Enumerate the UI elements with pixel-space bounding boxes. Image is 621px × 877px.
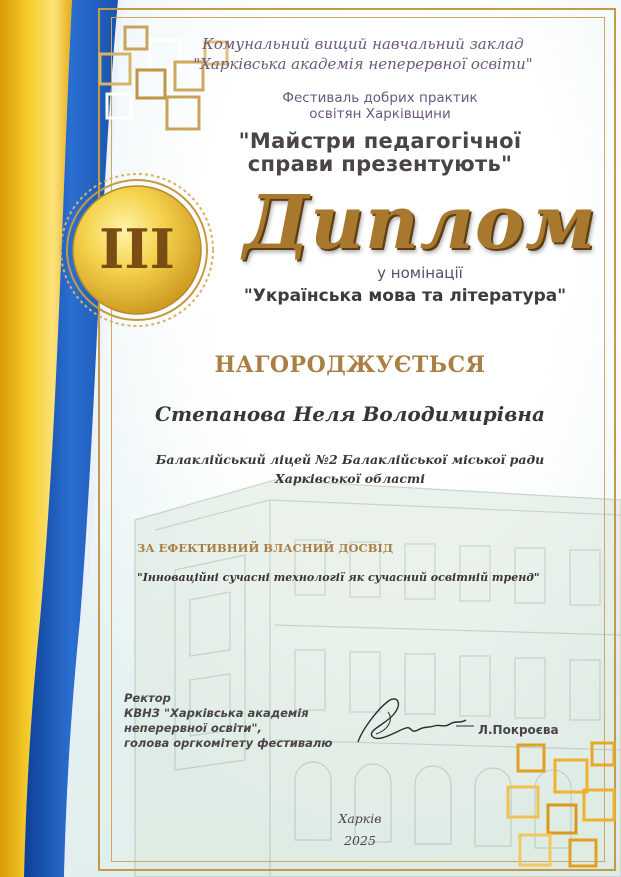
handwritten-signature xyxy=(348,690,478,750)
recipient-name: Степанова Неля Володимирівна xyxy=(155,402,545,426)
signatory-line-1: Ректор xyxy=(124,691,171,705)
signatory-line-2: КВНЗ "Харківська академія xyxy=(124,706,309,720)
footer-year: 2025 xyxy=(344,833,376,848)
third-place-medal-icon xyxy=(57,170,217,330)
decorative-squares-bottom-right xyxy=(500,735,621,877)
institution-line-1: Комунальний вищий навчальний заклад xyxy=(202,35,524,53)
festival-title-line-1: "Майстри педагогічної xyxy=(238,129,522,153)
award-topic: "Інноваційні сучасні технології як сучасний освітній тренд" xyxy=(137,571,540,584)
medal-numeral: III xyxy=(99,217,175,281)
festival-title-line-2: справи презентують" xyxy=(247,152,513,176)
award-heading: НАГОРОДЖУЄТЬСЯ xyxy=(214,352,486,378)
signatory-name: Л.Покроєва xyxy=(478,723,559,737)
signatory-line-3: неперервної освіти", xyxy=(124,721,262,735)
award-reason: ЗА ЕФЕКТИВНИЙ ВЛАСНИЙ ДОСВІД xyxy=(137,541,394,555)
nomination-label: у номінації xyxy=(377,264,463,282)
nomination-name: "Українська мова та література" xyxy=(243,286,567,306)
footer-city: Харків xyxy=(338,811,382,826)
signatory-line-4: голова оргкомітету фестивалю xyxy=(124,736,333,750)
institution-line-2: "Харківська академія неперервної освіти" xyxy=(193,55,533,73)
festival-line-2: освітян Харківщини xyxy=(309,106,451,122)
festival-line-1: Фестиваль добрих практик xyxy=(282,90,478,106)
diploma-title: Диплом xyxy=(243,180,597,266)
school-line-2: Харківської області xyxy=(275,471,425,486)
school-line-1: Балаклійський ліцей №2 Балаклійської міської ради xyxy=(155,452,545,467)
